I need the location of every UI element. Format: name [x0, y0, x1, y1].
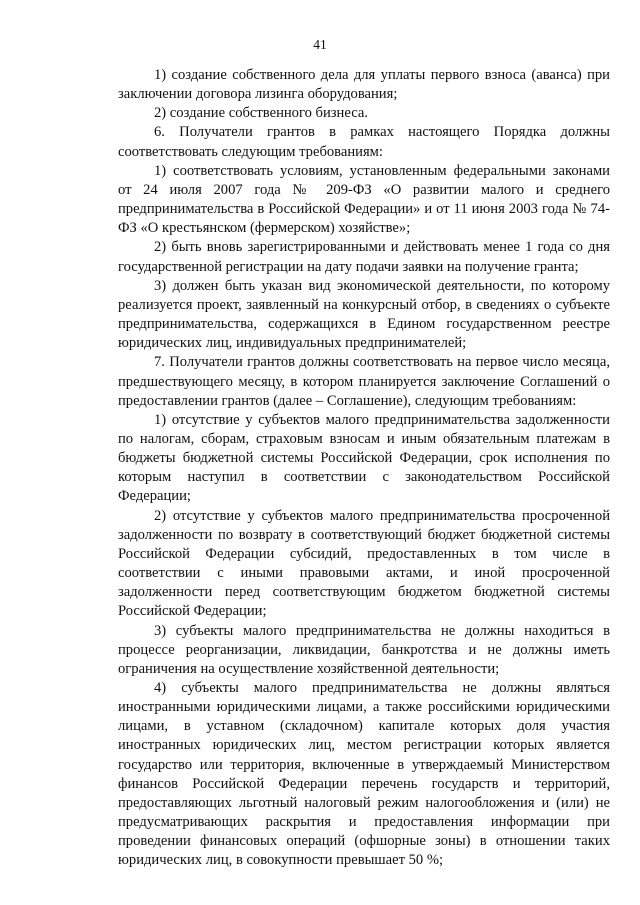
paragraph: 3) должен быть указан вид экономической деятельности, по которому реализуется проект, заявленный на конкурсный отбор, в сведениях о субъекте предпринимательства, содержащихся в Едином государственном реестре юридических лиц, индивидуальных предпринимателей; — [118, 277, 610, 352]
paragraph: 1) отсутствие у субъектов малого предпринимательства задолженности по налогам, сборам, страховым взносам и иным обязательным платежам в бюджеты бюджетной системы Российской Федерации, срок исполнения по которым наступил в соответствии с законодательством Российской Федерации; — [118, 411, 610, 505]
paragraph: 4) субъекты малого предпринимательства не должны являться иностранными юридическими лицами, а также российскими юридическими лицами, в уставном (складочном) капитале которых доля участия иностранных юридических лиц, местом регистрации которых является государство или территория, включенные в утверждаемый Министерством финансов Российской Федерации перечень государств и территорий, предоставляющих льготный налоговый режим налогообложения и (или) не предусматривающих раскрытия и предоставления информации при проведении финансовых операций (офшорные зоны) в отношении таких юридических лиц, в совокупности превышает 50 %; — [118, 680, 610, 869]
paragraph: 2) отсутствие у субъектов малого предпринимательства просроченной задолженности по возврату в соответствующий бюджет бюджетной системы Российской Федерации субсидий, предоставленных в том числе в соответствии с иными правовыми актами, и иной просроченной задолженности перед соответствующим бюджетом бюджетной системы Российской Федерации; — [118, 507, 610, 620]
paragraph: 1) соответствовать условиям, установленным федеральными законами от 24 июля 2007 года № 209-ФЗ «О развитии малого и среднего предпринимательства в Российской Федерации» и от 11 июня 2003 года № 74-ФЗ «О крестьянском (фермерском) хозяйстве»; — [118, 162, 610, 237]
paragraph: 2) быть вновь зарегистрированными и действовать менее 1 года со дня государственной регистрации на дату подачи заявки на получение гранта; — [118, 239, 610, 275]
paragraph: 1) создание собственного дела для уплаты первого взноса (аванса) при заключении договора лизинга оборудования; — [118, 67, 610, 103]
document-body — [118, 66, 610, 871]
paragraph: 2) создание собственного бизнеса. — [154, 105, 368, 122]
paragraph: 7. Получатели грантов должны соответствовать на первое число месяца, предшествующего месяцу, в котором планируется заключение Соглашений о предоставлении грантов (далее – Соглашение), следующим требованиям: — [118, 354, 610, 409]
page-number: 41 — [313, 37, 327, 52]
paragraph: 3) субъекты малого предпринимательства не должны находиться в процессе реорганизации, ликвидации, банкротства и не должны иметь ограничения на осуществление хозяйственной деятельности; — [118, 622, 610, 677]
paragraph: 6. Получатели грантов в рамках настоящего Порядка должны соответствовать следующим требованиям: — [118, 124, 610, 160]
